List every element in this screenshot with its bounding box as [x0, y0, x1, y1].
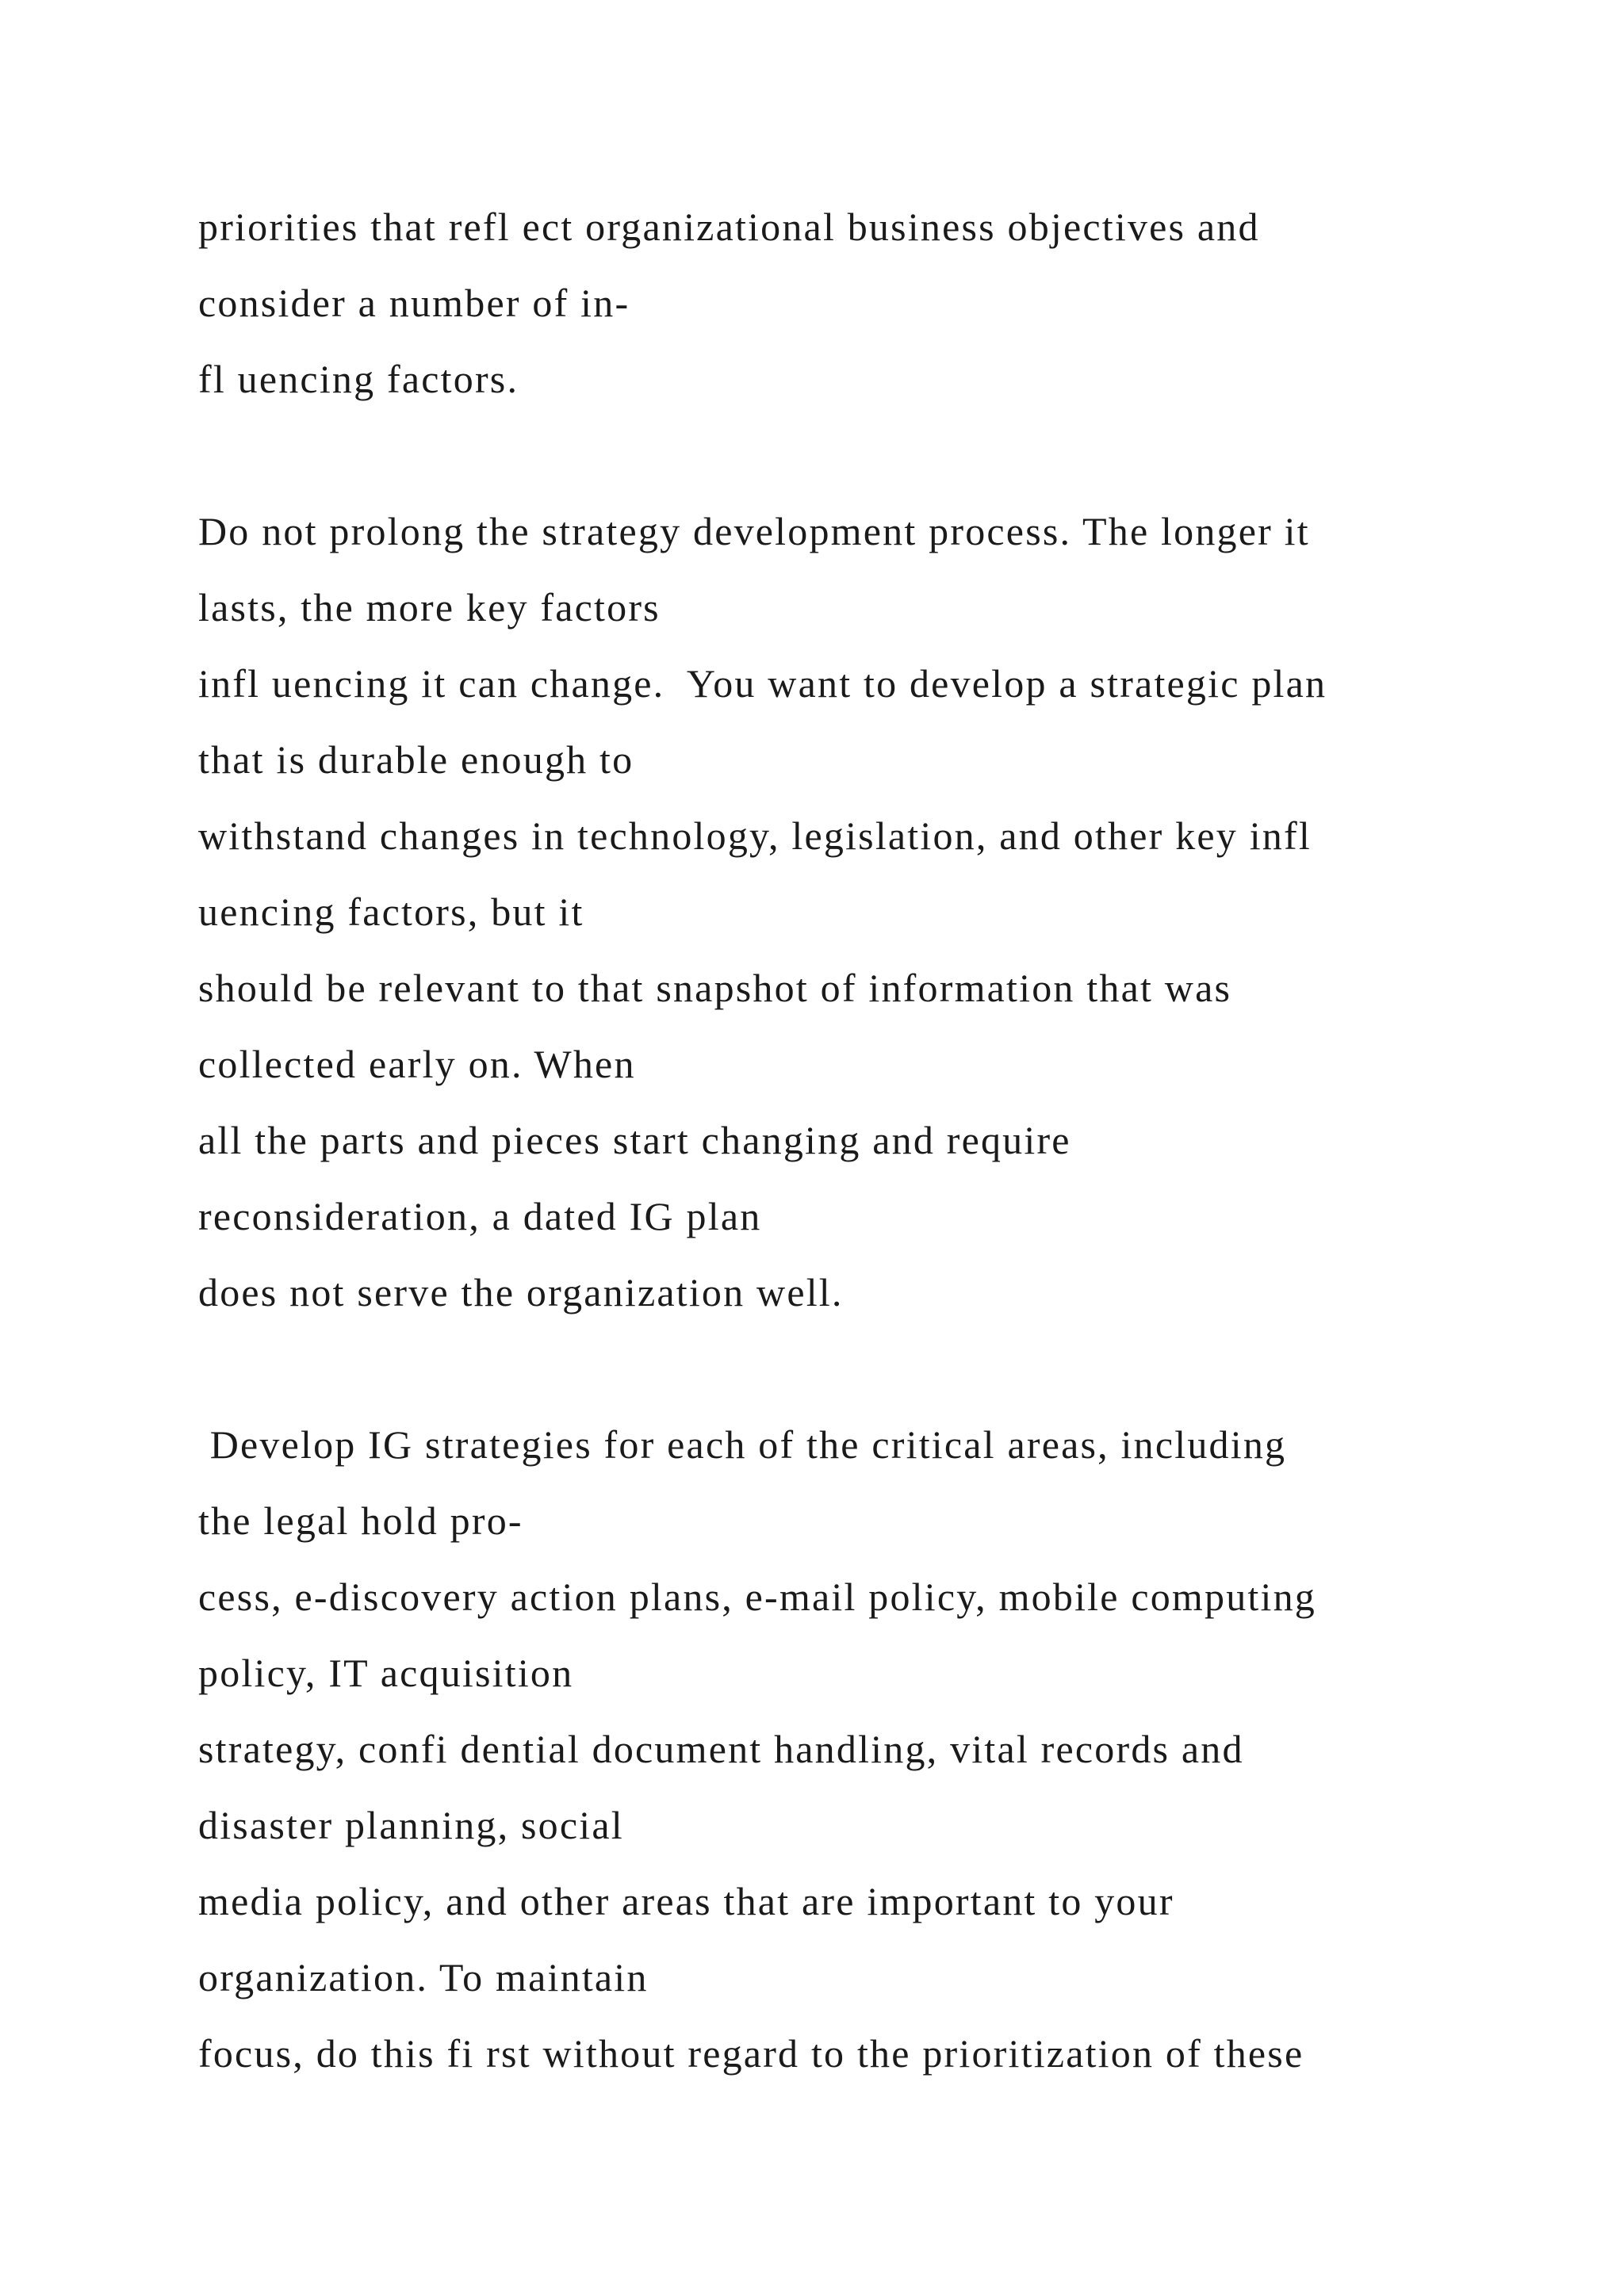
- text-line: media policy, and other areas that are important to your: [198, 1879, 1174, 1923]
- paragraph-1: [198, 189, 1546, 417]
- text-line: does not serve the organization well.: [198, 1270, 844, 1314]
- text-line: that is durable enough to: [198, 737, 634, 782]
- text-line: fl uencing factors.: [198, 357, 519, 401]
- text-line: lasts, the more key factors: [198, 585, 661, 629]
- text-line: policy, IT acquisition: [198, 1651, 574, 1695]
- paragraph-3: [198, 1406, 1546, 2091]
- text-line: Develop IG strategies for each of the critical areas, including: [198, 1422, 1287, 1467]
- text-line: reconsideration, a dated IG plan: [198, 1194, 762, 1238]
- text-line: cess, e-discovery action plans, e-mail policy, mobile computing: [198, 1575, 1317, 1619]
- text-line: organization. To maintain: [198, 1955, 649, 1999]
- text-line: uencing factors, but it: [198, 890, 584, 934]
- text-line: consider a number of in-: [198, 281, 630, 325]
- document-body: [198, 189, 1546, 2091]
- text-line: strategy, confi dential document handling, vital records and: [198, 1727, 1244, 1771]
- text-line: disaster planning, social: [198, 1803, 624, 1847]
- text-line: focus, do this fi rst without regard to the prioritization of these: [198, 2031, 1304, 2076]
- text-line: should be relevant to that snapshot of information that was: [198, 966, 1232, 1010]
- paragraph-spacer: [198, 417, 1546, 493]
- text-line: all the parts and pieces start changing and require: [198, 1118, 1071, 1162]
- text-line: Do not prolong the strategy development process. The longer it: [198, 509, 1310, 553]
- text-line: the legal hold pro-: [198, 1498, 523, 1543]
- paragraph-spacer: [198, 1330, 1546, 1406]
- text-line: infl uencing it can change. You want to develop a strategic plan: [198, 661, 1327, 706]
- paragraph-2: [198, 493, 1546, 1330]
- text-line: withstand changes in technology, legislation, and other key infl: [198, 813, 1312, 858]
- text-line: collected early on. When: [198, 1042, 636, 1086]
- text-line: priorities that refl ect organizational business objectives and: [198, 205, 1260, 249]
